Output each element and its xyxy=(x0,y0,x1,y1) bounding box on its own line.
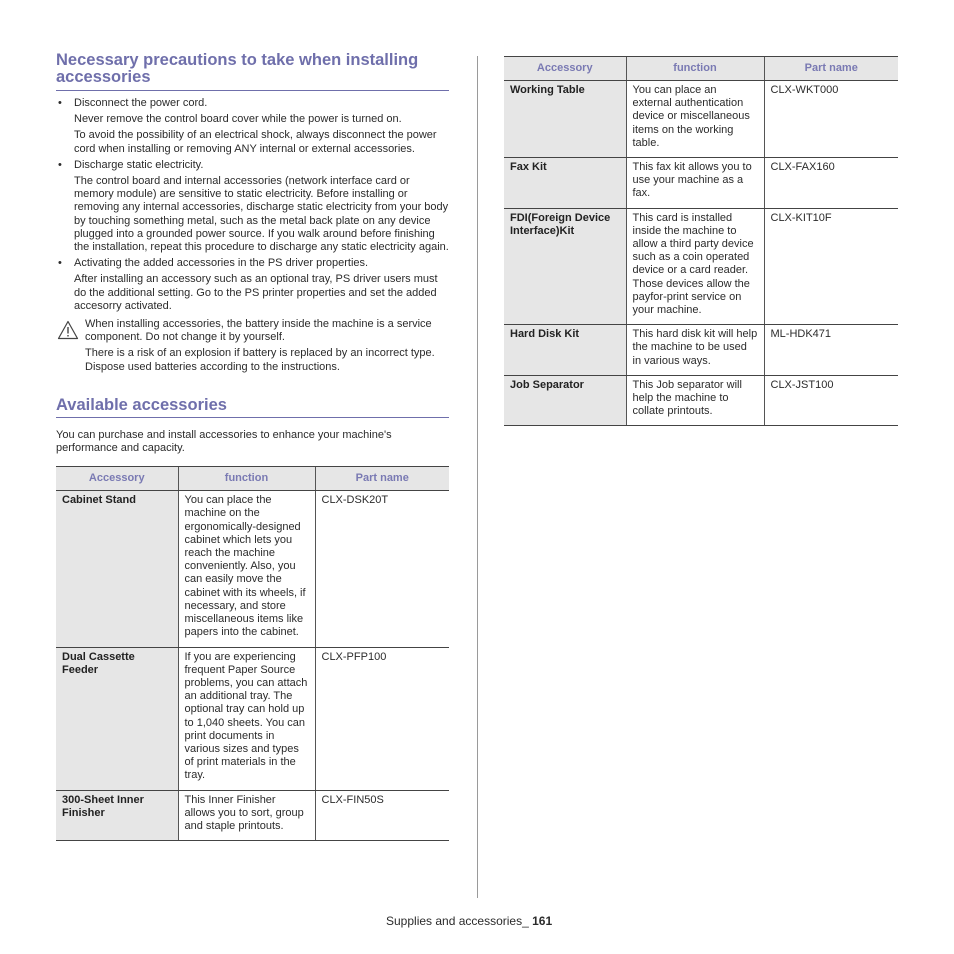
page-footer xyxy=(386,915,552,928)
accessory-part: CLX-FIN50S xyxy=(315,790,449,841)
list-item: • Discharge static electricity. xyxy=(58,158,204,171)
accessory-part: CLX-WKT000 xyxy=(764,81,898,158)
list-item: • Disconnect the power cord. xyxy=(58,97,208,109)
header-accessory: Accessory xyxy=(504,57,626,81)
table-header-row xyxy=(56,467,449,491)
accessory-function: If you are experiencing frequent Paper Source problems, you can attach an additional tray. The optional tray can hold up to 1,040 sheets. You can print documents in various sizes and types of print materials in the tray. xyxy=(178,647,315,790)
accessory-part: ML-HDK471 xyxy=(764,325,898,376)
table-row xyxy=(504,208,898,325)
footer-section-title: Supplies and accessories_ xyxy=(386,914,529,928)
accessory-name: Working Table xyxy=(504,81,626,158)
precautions-list xyxy=(56,159,449,172)
precautions-list xyxy=(56,97,449,110)
caution-text: There is a risk of an explosion if battery is replaced by an incorrect type. Dispose used batteries according to the instructions. xyxy=(85,347,435,373)
precautions-list xyxy=(56,257,449,270)
accessory-name: 300-Sheet Inner Finisher xyxy=(56,790,178,841)
warning-triangle-icon xyxy=(57,320,79,340)
bullet-text: Discharge static electricity. xyxy=(74,158,204,171)
header-function: function xyxy=(178,467,315,491)
caution-text: When installing accessories, the battery inside the machine is a service component. Do not change it by yourself. xyxy=(85,318,432,344)
paragraph: The control board and internal accessories (network interface card or memory module) are sensitive to static electricity. Before installing or removing any internal accessories, discharge static electricity from your body by touching something metal, such as the metal back plate on any device plugged into a grounded power source. If you walk around before finishing the installation, repeat this procedure to discharge any static electricity again. xyxy=(74,175,449,254)
accessory-function: This hard disk kit will help the machine to be used in various ways. xyxy=(626,325,764,376)
accessory-part: CLX-JST100 xyxy=(764,375,898,426)
accessory-function: This Inner Finisher allows you to sort, group and staple printouts. xyxy=(178,790,315,841)
accessory-name: Dual Cassette Feeder xyxy=(56,647,178,790)
accessory-part: CLX-FAX160 xyxy=(764,158,898,209)
table-row xyxy=(504,81,898,158)
accessory-function: This Job separator will help the machine to collate printouts. xyxy=(626,375,764,426)
accessories-table-left xyxy=(56,466,449,841)
table-row xyxy=(56,647,449,790)
precautions-heading: Necessary precautions to take when installing accessories xyxy=(56,52,449,91)
right-column xyxy=(504,56,898,426)
left-column xyxy=(56,52,449,841)
accessory-name: Fax Kit xyxy=(504,158,626,209)
intro-paragraph: You can purchase and install accessories to enhance your machine's performance and capacity. xyxy=(56,428,392,455)
bullet-text: Activating the added accessories in the PS driver properties. xyxy=(74,257,369,270)
paragraph: Never remove the control board cover while the power is turned on. xyxy=(74,113,402,126)
table-row xyxy=(56,790,449,841)
accessory-name: Cabinet Stand xyxy=(56,491,178,647)
accessory-name: Hard Disk Kit xyxy=(504,325,626,376)
accessory-function: This fax kit allows you to use your machine as a fax. xyxy=(626,158,764,209)
accessory-name: Job Separator xyxy=(504,375,626,426)
bullet-text: Disconnect the power cord. xyxy=(74,97,208,109)
table-row xyxy=(504,158,898,209)
accessory-function: You can place the machine on the ergonomically-designed cabinet which lets you reach the machine conveniently. Also, you can easily move the cabinet with its wheels, if necessary, and store miscellaneous items like papers into the cabinet. xyxy=(178,491,315,647)
accessory-function: You can place an external authentication device or miscellaneous items on the working table. xyxy=(626,81,764,158)
table-row xyxy=(56,491,449,647)
header-accessory: Accessory xyxy=(56,467,178,491)
caution-note xyxy=(56,318,449,374)
paragraph: To avoid the possibility of an electrical shock, always disconnect the power cord when installing or removing ANY internal or external accessories. xyxy=(74,129,437,155)
paragraph: After installing an accessory such as an optional tray, PS driver users must do the additional setting. Go to the PS printer properties and set the added accesorry activated. xyxy=(74,273,438,312)
accessory-part: CLX-KIT10F xyxy=(764,208,898,325)
accessory-name: FDI(Foreign Device Interface)Kit xyxy=(504,208,626,325)
table-header-row xyxy=(504,57,898,81)
available-accessories-heading: Available accessories xyxy=(56,396,449,418)
header-function: function xyxy=(626,57,764,81)
accessory-function: This card is installed inside the machine to allow a third party device such as a coin operated device or a card reader. Those devices allow the payfor-print service on your machine. xyxy=(626,208,764,325)
header-part-name: Part name xyxy=(764,57,898,81)
accessory-part: CLX-DSK20T xyxy=(315,491,449,647)
accessory-part: CLX-PFP100 xyxy=(315,647,449,790)
table-row xyxy=(504,325,898,376)
page-number: 161 xyxy=(532,914,553,928)
header-part-name: Part name xyxy=(315,467,449,491)
column-divider xyxy=(477,56,478,898)
list-item: • Activating the added accessories in the PS driver properties. xyxy=(58,257,369,270)
accessories-table-right xyxy=(504,56,898,426)
table-row xyxy=(504,375,898,426)
